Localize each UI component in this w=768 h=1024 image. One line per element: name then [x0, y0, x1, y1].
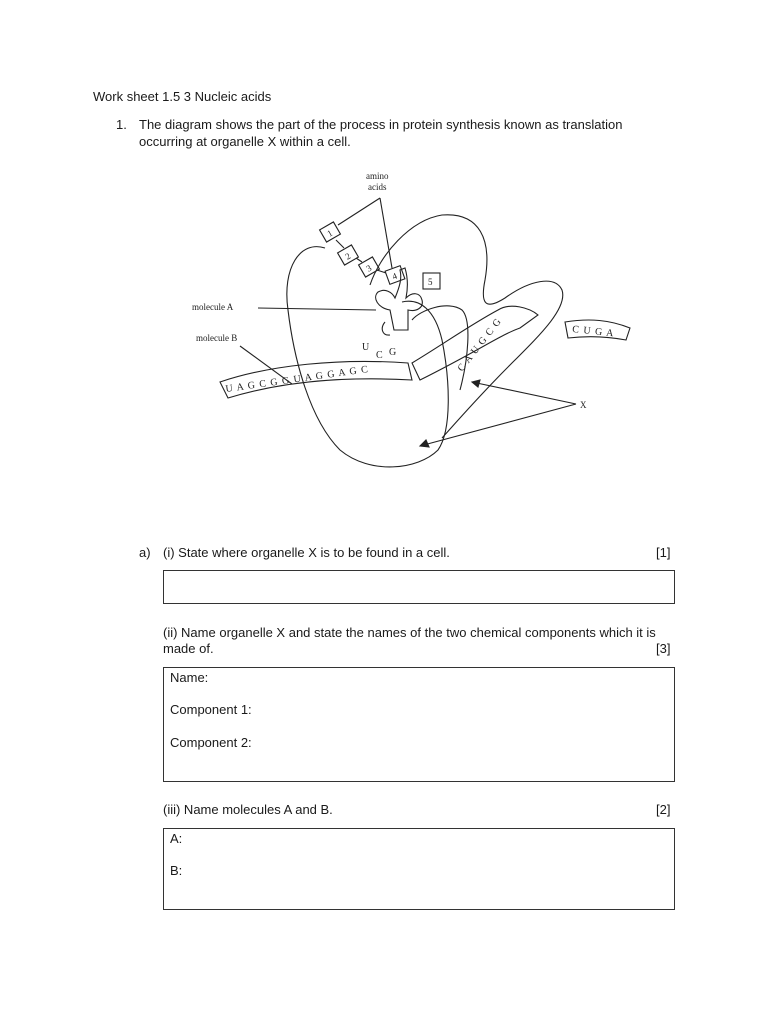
label-acids: acids — [368, 182, 387, 192]
ribosome-small-subunit — [370, 215, 563, 438]
answer-component-1-label: Component 1: — [170, 702, 252, 717]
worksheet-title: Work sheet 1.5 3 Nucleic acids — [93, 89, 272, 104]
part-a-iii-text: (iii) Name molecules A and B. — [163, 802, 333, 817]
answer-b-label: B: — [170, 863, 183, 878]
answer-name-label: Name: — [170, 670, 209, 685]
answer-box-a-i[interactable] — [163, 570, 675, 604]
ribosome-large-subunit — [287, 247, 448, 467]
anticodon-g: G — [389, 347, 398, 358]
mrna-bases-right-upper: C A U G C G — [455, 316, 505, 374]
label-molecule-b: molecule B — [196, 333, 238, 343]
mrna-bases-left: U A G C G G U A G G A G C — [224, 363, 370, 395]
answer-box-a-ii[interactable] — [163, 667, 675, 782]
amino-acid-label-5: 5 — [428, 277, 433, 287]
amino-acid-label-2: 2 — [343, 250, 353, 262]
trna-molecule-a — [376, 268, 423, 330]
ribosome-translation-diagram — [180, 160, 640, 500]
label-organelle-x: X — [580, 400, 587, 410]
part-a-ii-text-line1: (ii) Name organelle X and state the names of the two chemical components which it is — [163, 625, 656, 640]
answer-a-label: A: — [170, 831, 183, 846]
answer-component-2-label: Component 2: — [170, 735, 252, 750]
amino-acids-pointer — [338, 198, 380, 225]
part-a-letter: a) — [139, 545, 151, 560]
part-a-ii-text-line2: made of. — [163, 641, 214, 656]
organelle-x-pointer — [472, 382, 576, 404]
amino-acid-label-3: 3 — [364, 262, 374, 274]
answer-box-a-iii[interactable] — [163, 828, 675, 910]
question-text-line2: occurring at organelle X within a cell. — [139, 134, 351, 149]
amino-acid-label-4: 4 — [390, 270, 399, 282]
amino-acid-label-1: 1 — [325, 227, 335, 239]
part-a-iii-marks: [2] — [656, 802, 671, 817]
anticodon-u: U — [362, 342, 371, 353]
label-amino: amino — [366, 171, 389, 181]
anticodon-c: C — [376, 350, 384, 361]
part-a-i-marks: [1] — [656, 545, 671, 560]
mrna-bases-right-end: C U G A — [571, 324, 615, 340]
label-molecule-a: molecule A — [192, 302, 234, 312]
part-a-i-text: (i) State where organelle X is to be found in a cell. — [163, 545, 450, 560]
question-number: 1. — [116, 117, 127, 132]
part-a-ii-marks: [3] — [656, 641, 671, 656]
molecule-a-pointer — [258, 308, 376, 310]
question-text-line1: The diagram shows the part of the process in protein synthesis known as translation — [139, 117, 623, 132]
